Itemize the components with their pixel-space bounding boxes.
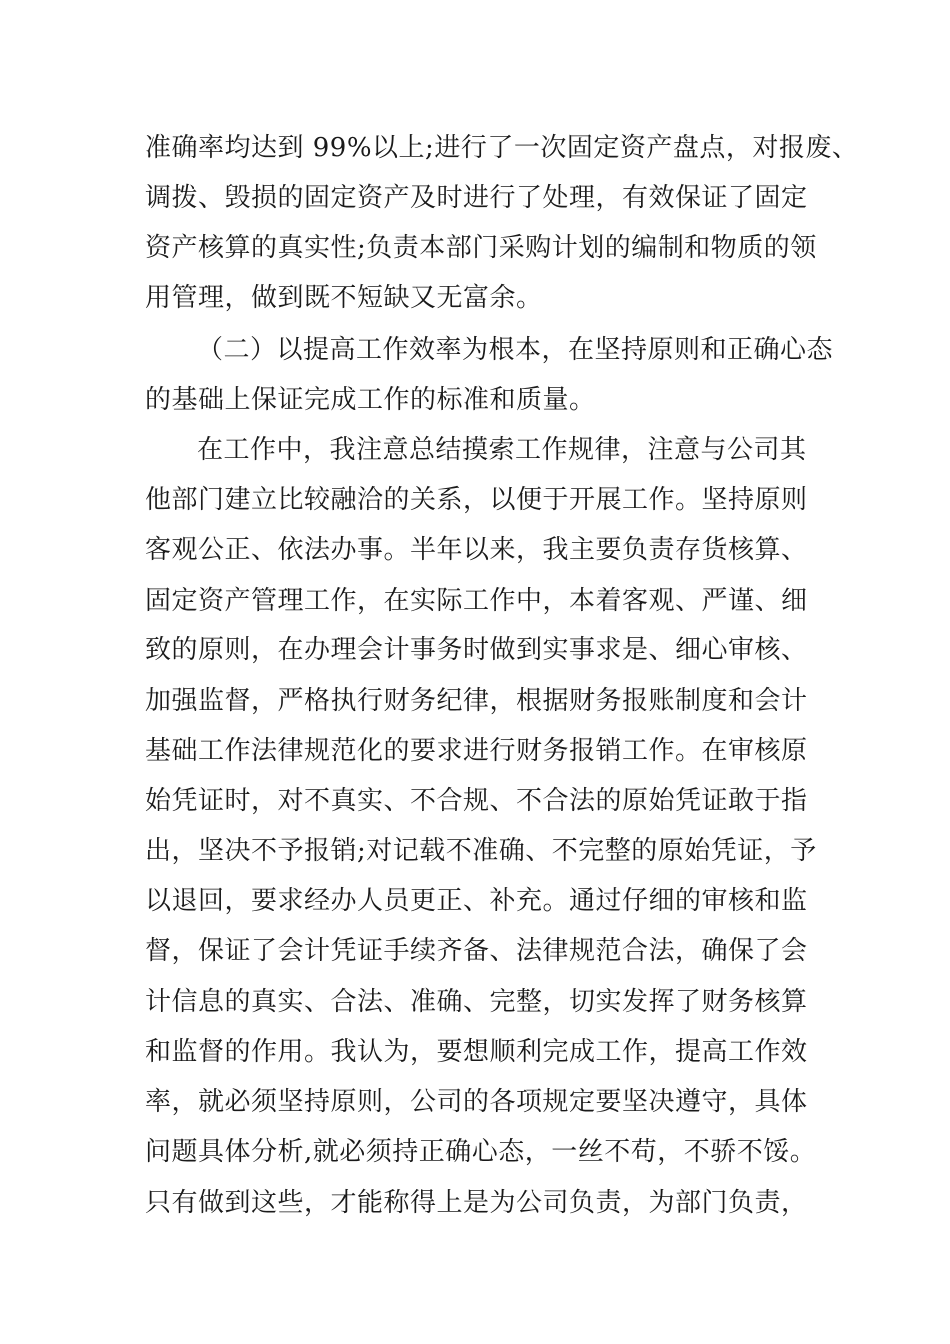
paragraph-first-line: 在工作中，我注意总结摸索工作规律，注意与公司其	[197, 435, 807, 465]
text-line: 问题具体分析,就必须持正确心态，一丝不苟，不骄不馁。	[145, 1137, 817, 1167]
text-line: 以退回，要求经办人员更正、补充。通过仔细的审核和监	[145, 886, 808, 916]
text-line: 基础工作法律规范化的要求进行财务报销工作。在审核原	[145, 736, 808, 766]
section-heading-line: 的基础上保证完成工作的标准和质量。	[145, 385, 596, 415]
text-line: 致的原则，在办理会计事务时做到实事求是、细心审核、	[145, 635, 808, 665]
text-line: 准确率均达到 99%以上;进行了一次固定资产盘点，对报废、	[145, 133, 859, 163]
text-line: 用管理，做到既不短缺又无富余。	[145, 283, 543, 313]
text-line: 资产核算的真实性;负责本部门采购计划的编制和物质的领	[145, 233, 817, 263]
text-line: 固定资产管理工作，在实际工作中，本着客观、严谨、细	[145, 586, 808, 616]
text-line: 客观公正、依法办事。半年以来，我主要负责存货核算、	[145, 535, 808, 565]
text-line: 调拨、毁损的固定资产及时进行了处理，有效保证了固定	[145, 183, 808, 213]
text-line: 计信息的真实、合法、准确、完整，切实发挥了财务核算	[145, 987, 808, 1017]
text-line: 督，保证了会计凭证手续齐备、法律规范合法，确保了会	[145, 936, 808, 966]
text-line: 始凭证时，对不真实、不合规、不合法的原始凭证敢于指	[145, 786, 808, 816]
text-line: 出，坚决不予报销;对记载不准确、不完整的原始凭证，予	[145, 836, 817, 866]
text-line: 和监督的作用。我认为，要想顺利完成工作，提高工作效	[145, 1037, 808, 1067]
text-line: 率，就必须坚持原则，公司的各项规定要坚决遵守，具体	[145, 1087, 808, 1117]
text-line: 他部门建立比较融洽的关系，以便于开展工作。坚持原则	[145, 485, 808, 515]
section-heading-line: （二）以提高工作效率为根本，在坚持原则和正确心态	[197, 335, 834, 365]
text-line: 只有做到这些，才能称得上是为公司负责，为部门负责，	[145, 1188, 808, 1218]
text-line: 加强监督，严格执行财务纪律，根据财务报账制度和会计	[145, 686, 808, 716]
